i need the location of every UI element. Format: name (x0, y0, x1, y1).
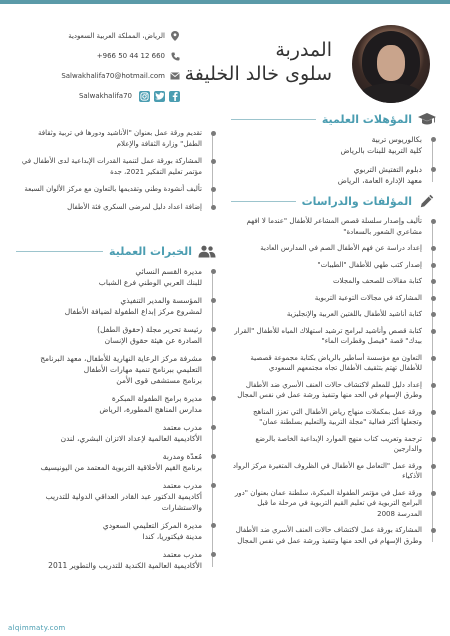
qualifications-section (231, 110, 436, 186)
qualification-school: معهد الإدارة العامة، الرياض (337, 176, 422, 185)
contact-block (50, 26, 180, 106)
experience-org: لمشروع مركز إبداع الطفولة لضيافة الأطفال (64, 307, 202, 316)
name-block (185, 38, 332, 86)
experience-item (16, 549, 216, 571)
writing-item: ورقة عمل "التعامل مع الأطفال في الظروف المتغيرة مركز الرواد الأذكياء (231, 461, 436, 482)
experience-header (16, 242, 216, 260)
experience-item (16, 393, 216, 415)
graduation-cap-icon (418, 112, 436, 126)
experience-role: مُعدّة ومدربة (162, 452, 202, 461)
experience-item (16, 295, 216, 317)
qualifications-list (231, 134, 436, 186)
experience-role: مديرة القسم النسائي (135, 267, 202, 276)
writing-item: إصدار كتب طهي للأطفال "الطيبات" (231, 260, 436, 271)
qualification-school: كلية التربية للبنات بالرياض (340, 146, 422, 155)
full-name: سلوى خالد الخليفة (184, 63, 332, 85)
section-divider (231, 201, 296, 202)
paper-item: تأليف أنشودة وطني وتقديمها بالتعاون مع مركز الألوان السبعة (16, 184, 216, 195)
experience-role: رئيسة تحرير مجلة (حقوق الطفل) (97, 325, 202, 334)
writing-item: إعداد دليل للمعلم لاكتشاف حالات العنف الأسري ضد الأطفال وطرق الإسهام في الحد منها وتنفيذ ورشة عمل في نفس المجال (231, 380, 436, 401)
experience-org: برنامج مستشفى قوى الأمن (116, 376, 202, 385)
experience-title: الخبرات العملية (109, 244, 192, 258)
experience-role: مشرفة مركز الرعاية النهارية للأطفال، معهد البرنامج (40, 354, 202, 363)
experience-list (16, 266, 216, 571)
paper-item: تقديم ورقة عمل بعنوان "الأناشيد ودورها في تربية وثقافة الطفل" وزارة الثقافة والإعلام (16, 128, 216, 149)
experience-org: برنامج القيم الأخلاقية التربوية المعتمد من اليونيسيف (40, 463, 202, 472)
social-handle[interactable]: Salwakhalifa70 (78, 92, 132, 100)
writing-item: التعاون مع مؤسسة أساطير بالرياض بكتابة مجموعة قصصية للأطفال تهتم بتثقيف الأطفال تجاه مجتمعهم السعودي (231, 353, 436, 374)
qualification-item (231, 134, 436, 156)
writing-item: ورقة عمل في مؤتمر الطفولة المبكرة، سلطنة عمان بعنوان "دور البرامج التربوية في تعليم القيم التربوية في مرحلة ما قبل المدرسة 2008 (231, 488, 436, 520)
writing-item: ترجمة وتعريب كتاب منهج الموارد الإبداعية الخاصة بالرضع والدارجين (231, 434, 436, 455)
photo-shoulders (358, 83, 424, 103)
writing-item: كتابة أناشيد للأطفال باللغتين العربية والإنجليزية (231, 309, 436, 320)
experience-org: التعليمي ببرنامج تنمية مهارات الأطفال (83, 365, 202, 374)
experience-org: الصادرة عن هيئة حقوق الإنسان (104, 336, 202, 345)
phone-text[interactable]: +966 50 44 12 660 (96, 52, 165, 60)
phone-icon (170, 51, 180, 61)
experience-item (16, 480, 216, 513)
experience-org: مدينة فيكتوريا، كندا (142, 532, 202, 541)
address-text: الرياض، المملكة العربية السعودية (68, 32, 165, 40)
contact-address (50, 26, 180, 46)
qualification-item (231, 164, 436, 186)
experience-item (16, 266, 216, 288)
qualifications-header (231, 110, 436, 128)
papers-list (16, 128, 216, 212)
experience-org: مدارس المناهج المطورة، الرياض (99, 405, 202, 414)
name-title: المدربة (275, 39, 332, 61)
paper-item: إضافة اعداد دليل لمرضى السكري فئة الأطفال (16, 202, 216, 213)
people-icon (198, 244, 216, 258)
writing-item: تأليف وإصدار سلسلة قصص المشاعر للأطفال "عندما لا افهم مشاعري الشعور بالسعادة" (231, 216, 436, 237)
top-accent-stripe (0, 0, 450, 4)
twitter-icon[interactable] (154, 91, 165, 102)
experience-role: مدرب معتمد (162, 550, 202, 559)
experience-item (16, 422, 216, 444)
contact-phone (50, 46, 180, 66)
qualification-degree: بكالوريوس تربية (371, 135, 422, 144)
experience-org: للبنك العربي الوطني فرع الشباب (98, 278, 202, 287)
section-divider (16, 251, 103, 252)
experience-item (16, 520, 216, 542)
social-links (50, 86, 180, 106)
writing-item: إعداد دراسة عن فهم الأطفال الصم في المدارس العادية (231, 243, 436, 254)
writings-list (231, 216, 436, 546)
writing-item: المشاركة في مجالات التوعية التربوية (231, 293, 436, 304)
pen-icon (418, 194, 436, 208)
facebook-icon[interactable] (169, 91, 180, 102)
experience-role: مدرب معتمد (162, 481, 202, 490)
photo-face (377, 45, 405, 81)
writings-title: المؤلفات والدراسات (301, 194, 412, 208)
profile-photo (352, 25, 430, 103)
writing-item: المشاركة بورقة عمل لاكتشاف حالات العنف الأسري ضد الأطفال وطرق الإسهام في الحد منها وتنفيذ ورشة عمل في نفس المجال (231, 525, 436, 546)
writing-item: كتابة قصص وأناشيد لبرامج ترشيد استهلاك المياه للأطفال "القرار بيدك" قصة "فيصل وقطرات الماء" (231, 326, 436, 347)
contact-email (50, 66, 180, 86)
writings-section (231, 192, 436, 546)
experience-org: الأكاديمية العالمية الكندية للتدريب والتطوير 2011 (48, 561, 202, 570)
experience-role: مديرة المركز التعليمي السعودي (102, 521, 202, 530)
writings-header (231, 192, 436, 210)
email-text[interactable]: Salwakhalifa70@hotmail.com (61, 72, 165, 80)
location-icon (170, 31, 180, 41)
experience-org: أكاديمية الدكتور عبد القادر العداقي الدولية للتدريب والاستشارات (45, 492, 202, 512)
writing-item: كتابة مقالات للصحف والمجلات (231, 276, 436, 287)
experience-item (16, 324, 216, 346)
writing-item: ورقة عمل بمكملات منهاج رياض الأطفال التي تعزز المناهج وتجعلها أكثر فعالية "مجلة التربية والتعليم بسلطنة عمان" (231, 407, 436, 428)
experience-role: المؤسسة والمدير التنفيذي (120, 296, 202, 305)
instagram-icon[interactable] (139, 91, 150, 102)
email-icon (170, 71, 180, 81)
section-divider (231, 119, 316, 120)
paper-item: المشاركة بورقة عمل لتنمية القدرات الإبداعية لدى الأطفال في مؤتمر تعليم التفكير 2021، جدة (16, 156, 216, 177)
experience-item (16, 451, 216, 473)
experience-role: مديرة برامج الطفولة المبكرة (111, 394, 202, 403)
watermark: alqimmaty.com (8, 624, 66, 632)
experience-section (16, 242, 216, 571)
experience-role: مدرب معتمد (162, 423, 202, 432)
experience-item (16, 353, 216, 386)
qualifications-title: المؤهلات العلمية (321, 112, 412, 126)
papers-list-section (16, 128, 216, 212)
experience-org: الأكاديمية العالمية لإعداد الاتزان البشري، لندن (60, 434, 202, 443)
qualification-degree: دبلوم التفتيش التربوي (353, 165, 422, 174)
